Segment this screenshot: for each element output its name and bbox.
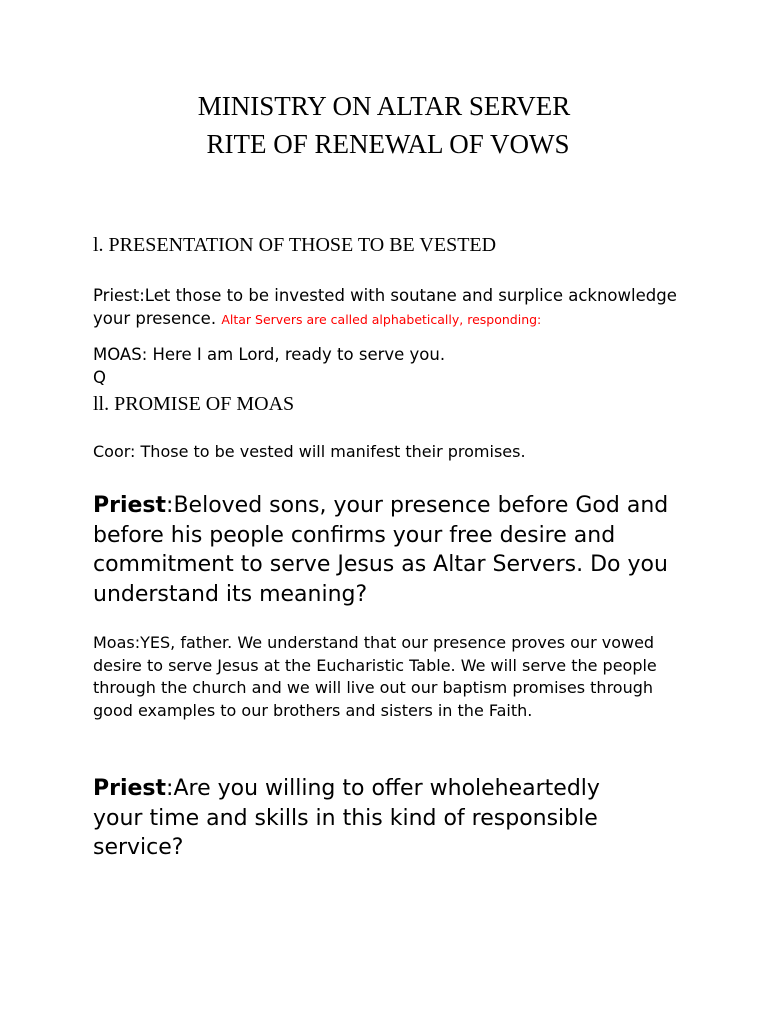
priest-willing-paragraph xyxy=(93,774,653,863)
stray-q-line: Q xyxy=(93,368,106,387)
priest-speaker-label-2: Priest xyxy=(93,776,167,801)
section-heading-promise: ll. PROMISE OF MOAS xyxy=(93,393,295,415)
priest-willing-text: :Are you willing to offer wholeheartedly your time and skills in this kind of responsible service? xyxy=(93,776,600,860)
document-title-line-2: RITE OF RENEWAL OF VOWS xyxy=(206,129,570,159)
priest-question-text: :Beloved sons, your presence before God and before his people confirms your free desire and commitment to serve Jesus as Altar Servers. Do you understand its meaning? xyxy=(93,493,669,607)
document-title-line-1: MINISTRY ON ALTAR SERVER xyxy=(197,91,571,121)
section-heading-presentation: l. PRESENTATION OF THOSE TO BE VESTED xyxy=(93,234,497,256)
priest-invitation-paragraph xyxy=(93,284,693,330)
moas-response-line: MOAS: Here I am Lord, ready to serve you. xyxy=(93,345,446,364)
moas-answer-paragraph: Moas:YES, father. We understand that our presence proves our vowed desire to serve Jesus at the Eucharistic Table. We will serve the people through the church and we will live out our baptism promises through good examples to our brothers and sisters in the Faith. xyxy=(93,633,657,720)
priest-invitation-text: Priest:Let those to be invested with soutane and surplice acknowledge your presence. xyxy=(93,286,677,328)
coordinator-line: Coor: Those to be vested will manifest their promises. xyxy=(93,442,526,461)
priest-question-paragraph xyxy=(93,491,683,609)
rubric-note: Altar Servers are called alphabetically, responding: xyxy=(221,312,542,327)
priest-speaker-label: Priest xyxy=(93,493,167,518)
